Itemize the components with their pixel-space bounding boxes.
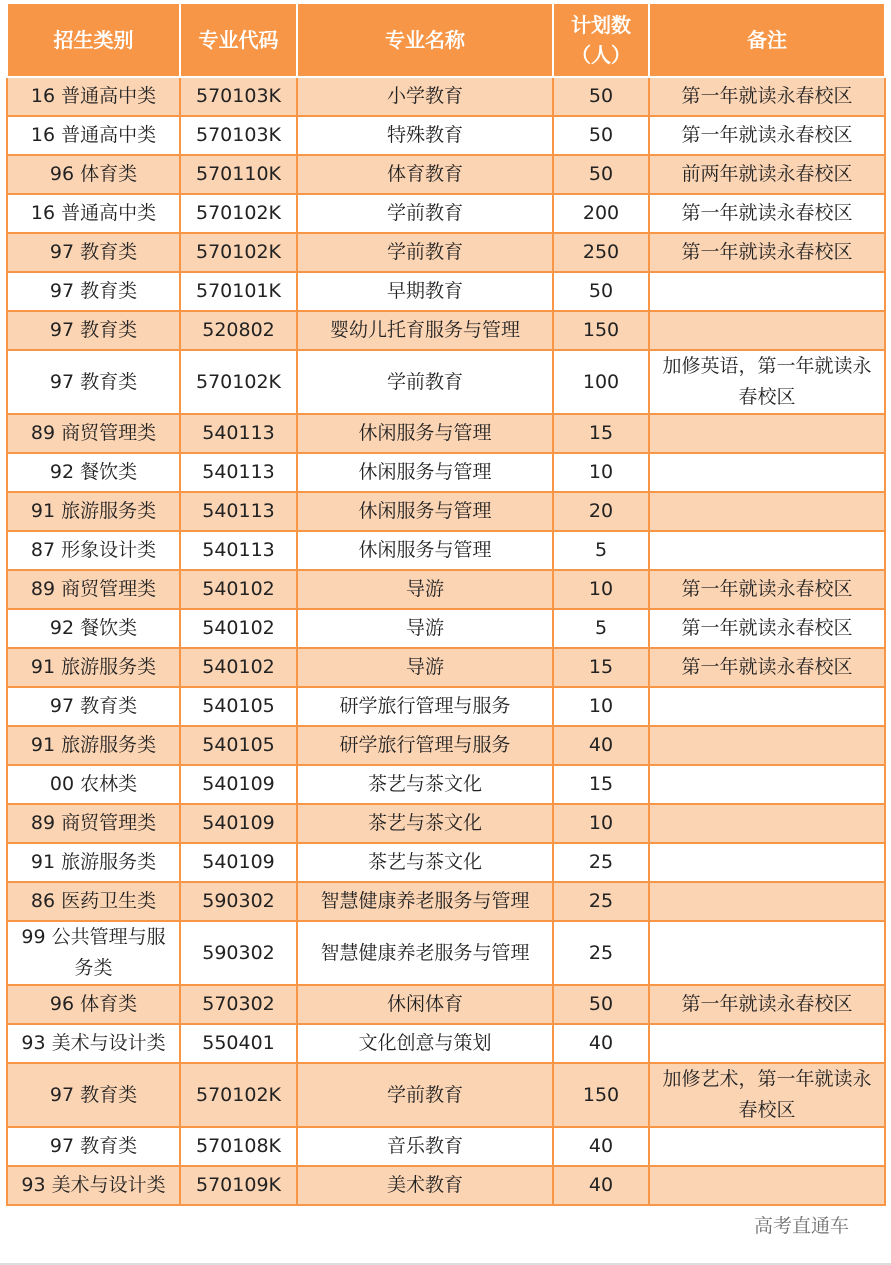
cell-major-code: 570101K xyxy=(180,272,297,311)
cell-major-code: 540109 xyxy=(180,765,297,804)
cell-plan-count: 150 xyxy=(553,1063,649,1127)
cell-major-code: 540105 xyxy=(180,726,297,765)
cell-plan-count: 10 xyxy=(553,570,649,609)
cell-plan-count: 40 xyxy=(553,1127,649,1166)
cell-plan-count: 10 xyxy=(553,804,649,843)
table-row xyxy=(7,843,885,882)
cell-remarks xyxy=(649,726,885,765)
cell-major-name: 休闲服务与管理 xyxy=(297,531,553,570)
table-row xyxy=(7,765,885,804)
cell-major-name: 婴幼儿托育服务与管理 xyxy=(297,311,553,350)
cell-remarks: 前两年就读永春校区 xyxy=(649,155,885,194)
cell-remarks: 第一年就读永春校区 xyxy=(649,648,885,687)
cell-remarks xyxy=(649,804,885,843)
header-major-name: 专业名称 xyxy=(297,3,553,77)
cell-category: 92 餐饮类 xyxy=(7,453,180,492)
cell-remarks xyxy=(649,687,885,726)
cell-major-code: 540113 xyxy=(180,492,297,531)
cell-remarks xyxy=(649,311,885,350)
enrollment-plan-table xyxy=(6,2,886,1206)
cell-major-code: 540109 xyxy=(180,804,297,843)
cell-remarks xyxy=(649,765,885,804)
cell-plan-count: 50 xyxy=(553,272,649,311)
cell-category: 93 美术与设计类 xyxy=(7,1024,180,1063)
table-row xyxy=(7,921,885,985)
table-row xyxy=(7,1024,885,1063)
cell-category: 16 普通高中类 xyxy=(7,77,180,116)
cell-major-name: 学前教育 xyxy=(297,350,553,414)
cell-plan-count: 40 xyxy=(553,1166,649,1205)
cell-category: 91 旅游服务类 xyxy=(7,648,180,687)
cell-remarks: 第一年就读永春校区 xyxy=(649,985,885,1024)
table-row xyxy=(7,272,885,311)
cell-major-code: 540113 xyxy=(180,531,297,570)
cell-major-name: 休闲服务与管理 xyxy=(297,453,553,492)
cell-remarks: 第一年就读永春校区 xyxy=(649,233,885,272)
cell-category: 93 美术与设计类 xyxy=(7,1166,180,1205)
cell-major-name: 茶艺与茶文化 xyxy=(297,804,553,843)
table-row xyxy=(7,985,885,1024)
cell-major-name: 导游 xyxy=(297,570,553,609)
cell-major-code: 520802 xyxy=(180,311,297,350)
cell-category: 86 医药卫生类 xyxy=(7,882,180,921)
cell-remarks xyxy=(649,1166,885,1205)
cell-plan-count: 50 xyxy=(553,155,649,194)
cell-major-code: 570103K xyxy=(180,77,297,116)
cell-remarks xyxy=(649,843,885,882)
cell-category: 97 教育类 xyxy=(7,687,180,726)
table-row xyxy=(7,726,885,765)
cell-remarks xyxy=(649,882,885,921)
table-row xyxy=(7,1127,885,1166)
table-row xyxy=(7,1166,885,1205)
cell-major-code: 570102K xyxy=(180,233,297,272)
table-row xyxy=(7,882,885,921)
cell-remarks xyxy=(649,453,885,492)
cell-major-name: 导游 xyxy=(297,609,553,648)
cell-major-code: 540113 xyxy=(180,453,297,492)
cell-plan-count: 50 xyxy=(553,77,649,116)
cell-category: 96 体育类 xyxy=(7,985,180,1024)
header-plan-count: 计划数（人） xyxy=(553,3,649,77)
cell-plan-count: 20 xyxy=(553,492,649,531)
cell-major-name: 文化创意与策划 xyxy=(297,1024,553,1063)
cell-major-code: 570102K xyxy=(180,350,297,414)
cell-major-name: 小学教育 xyxy=(297,77,553,116)
cell-category: 91 旅游服务类 xyxy=(7,843,180,882)
table-row xyxy=(7,414,885,453)
cell-plan-count: 100 xyxy=(553,350,649,414)
cell-major-code: 540102 xyxy=(180,648,297,687)
cell-plan-count: 40 xyxy=(553,726,649,765)
cell-remarks: 第一年就读永春校区 xyxy=(649,570,885,609)
cell-category: 00 农林类 xyxy=(7,765,180,804)
cell-major-name: 音乐教育 xyxy=(297,1127,553,1166)
cell-major-name: 特殊教育 xyxy=(297,116,553,155)
cell-major-code: 590302 xyxy=(180,921,297,985)
cell-remarks: 第一年就读永春校区 xyxy=(649,609,885,648)
header-remarks: 备注 xyxy=(649,3,885,77)
cell-remarks xyxy=(649,921,885,985)
table-row xyxy=(7,804,885,843)
cell-major-name: 学前教育 xyxy=(297,194,553,233)
cell-plan-count: 10 xyxy=(553,687,649,726)
cell-category: 97 教育类 xyxy=(7,233,180,272)
cell-major-code: 550401 xyxy=(180,1024,297,1063)
cell-remarks xyxy=(649,272,885,311)
table-row xyxy=(7,233,885,272)
cell-category: 89 商贸管理类 xyxy=(7,570,180,609)
cell-major-name: 研学旅行管理与服务 xyxy=(297,726,553,765)
cell-category: 91 旅游服务类 xyxy=(7,492,180,531)
table-row xyxy=(7,609,885,648)
cell-major-code: 540113 xyxy=(180,414,297,453)
cell-major-name: 茶艺与茶文化 xyxy=(297,843,553,882)
cell-major-name: 学前教育 xyxy=(297,233,553,272)
cell-category: 99 公共管理与服务类 xyxy=(7,921,180,985)
cell-major-code: 540102 xyxy=(180,570,297,609)
cell-remarks xyxy=(649,1127,885,1166)
cell-remarks: 加修艺术，第一年就读永春校区 xyxy=(649,1063,885,1127)
cell-remarks: 第一年就读永春校区 xyxy=(649,116,885,155)
header-category: 招生类别 xyxy=(7,3,180,77)
cell-category: 97 教育类 xyxy=(7,1063,180,1127)
cell-major-code: 570110K xyxy=(180,155,297,194)
cell-remarks: 加修英语，第一年就读永春校区 xyxy=(649,350,885,414)
cell-category: 16 普通高中类 xyxy=(7,194,180,233)
cell-major-code: 540105 xyxy=(180,687,297,726)
cell-major-name: 休闲服务与管理 xyxy=(297,414,553,453)
cell-major-code: 590302 xyxy=(180,882,297,921)
cell-plan-count: 25 xyxy=(553,882,649,921)
cell-category: 16 普通高中类 xyxy=(7,116,180,155)
cell-plan-count: 15 xyxy=(553,765,649,804)
cell-plan-count: 200 xyxy=(553,194,649,233)
cell-major-name: 美术教育 xyxy=(297,1166,553,1205)
cell-major-code: 570109K xyxy=(180,1166,297,1205)
cell-category: 87 形象设计类 xyxy=(7,531,180,570)
cell-major-name: 体育教育 xyxy=(297,155,553,194)
cell-major-code: 570302 xyxy=(180,985,297,1024)
cell-plan-count: 40 xyxy=(553,1024,649,1063)
cell-major-name: 休闲体育 xyxy=(297,985,553,1024)
cell-plan-count: 25 xyxy=(553,843,649,882)
table-row xyxy=(7,648,885,687)
cell-major-name: 智慧健康养老服务与管理 xyxy=(297,921,553,985)
cell-plan-count: 250 xyxy=(553,233,649,272)
cell-remarks: 第一年就读永春校区 xyxy=(649,194,885,233)
table-row xyxy=(7,570,885,609)
cell-category: 97 教育类 xyxy=(7,1127,180,1166)
cell-category: 91 旅游服务类 xyxy=(7,726,180,765)
cell-remarks xyxy=(649,531,885,570)
cell-plan-count: 25 xyxy=(553,921,649,985)
cell-major-code: 570102K xyxy=(180,1063,297,1127)
cell-plan-count: 50 xyxy=(553,116,649,155)
cell-remarks xyxy=(649,414,885,453)
cell-major-name: 智慧健康养老服务与管理 xyxy=(297,882,553,921)
table-row xyxy=(7,492,885,531)
cell-category: 97 教育类 xyxy=(7,311,180,350)
table-row xyxy=(7,687,885,726)
cell-major-code: 540109 xyxy=(180,843,297,882)
cell-major-name: 导游 xyxy=(297,648,553,687)
table-row xyxy=(7,77,885,116)
cell-category: 97 教育类 xyxy=(7,350,180,414)
cell-plan-count: 5 xyxy=(553,609,649,648)
watermark-text: 高考直通车 xyxy=(754,1215,850,1237)
table-row xyxy=(7,194,885,233)
cell-plan-count: 5 xyxy=(553,531,649,570)
table-row xyxy=(7,1063,885,1127)
cell-category: 89 商贸管理类 xyxy=(7,414,180,453)
table-row xyxy=(7,531,885,570)
table-header-row xyxy=(7,3,885,77)
cell-major-name: 研学旅行管理与服务 xyxy=(297,687,553,726)
cell-major-name: 早期教育 xyxy=(297,272,553,311)
header-major-code: 专业代码 xyxy=(180,3,297,77)
cell-major-code: 570103K xyxy=(180,116,297,155)
cell-plan-count: 50 xyxy=(553,985,649,1024)
table-row xyxy=(7,311,885,350)
cell-category: 89 商贸管理类 xyxy=(7,804,180,843)
table-row xyxy=(7,350,885,414)
cell-remarks: 第一年就读永春校区 xyxy=(649,77,885,116)
cell-category: 96 体育类 xyxy=(7,155,180,194)
cell-remarks xyxy=(649,1024,885,1063)
cell-major-code: 540102 xyxy=(180,609,297,648)
cell-remarks xyxy=(649,492,885,531)
table-row xyxy=(7,155,885,194)
cell-major-code: 570102K xyxy=(180,194,297,233)
cell-category: 97 教育类 xyxy=(7,272,180,311)
cell-major-name: 学前教育 xyxy=(297,1063,553,1127)
cell-plan-count: 10 xyxy=(553,453,649,492)
table-row xyxy=(7,116,885,155)
cell-major-name: 茶艺与茶文化 xyxy=(297,765,553,804)
cell-plan-count: 15 xyxy=(553,648,649,687)
cell-plan-count: 150 xyxy=(553,311,649,350)
table-row xyxy=(7,453,885,492)
cell-major-name: 休闲服务与管理 xyxy=(297,492,553,531)
cell-plan-count: 15 xyxy=(553,414,649,453)
cell-major-code: 570108K xyxy=(180,1127,297,1166)
cell-category: 92 餐饮类 xyxy=(7,609,180,648)
